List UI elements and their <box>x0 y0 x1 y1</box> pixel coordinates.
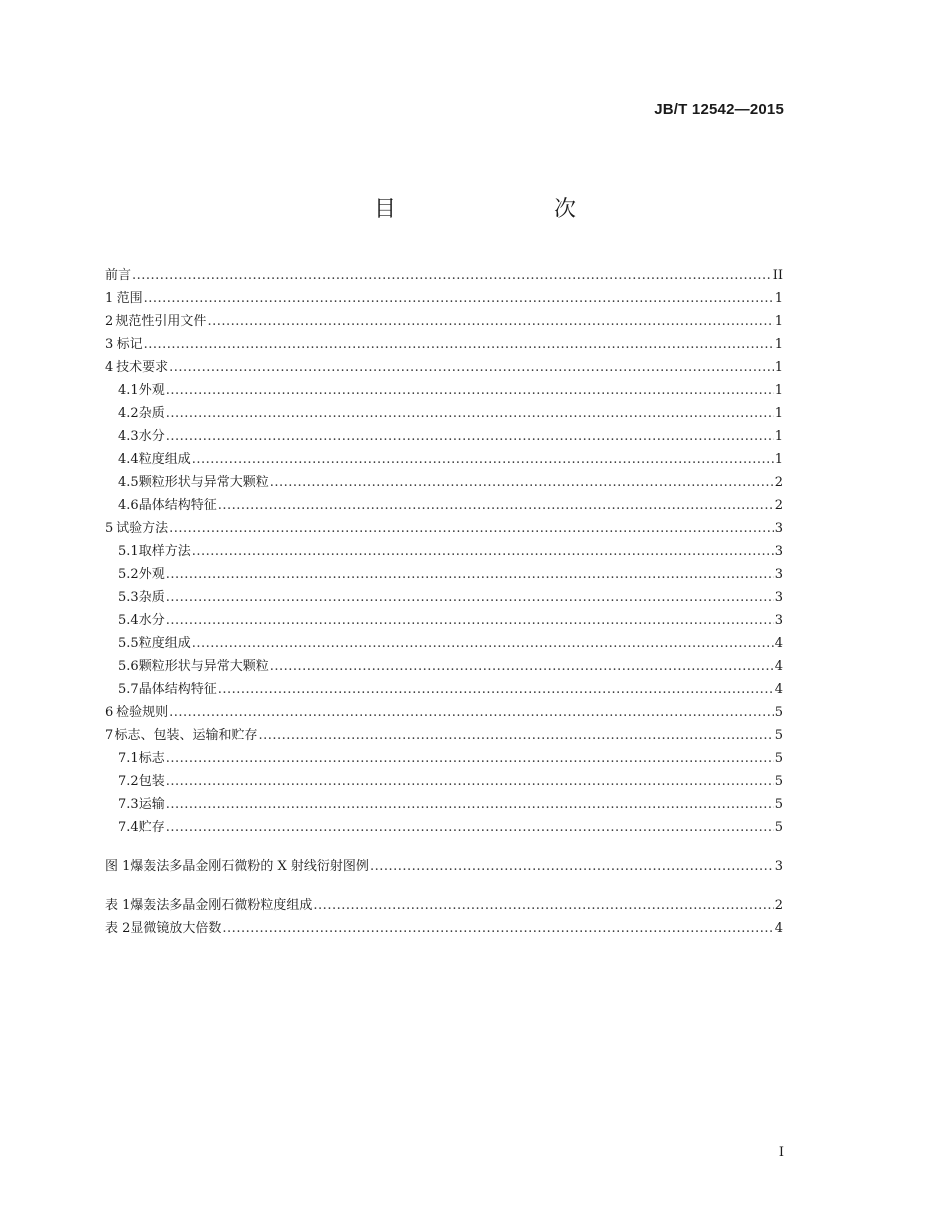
toc-entry-label: 水分 <box>138 429 165 444</box>
toc-entry-label: 包装 <box>138 774 165 789</box>
dot-leader <box>370 855 774 878</box>
toc-entry-label: 标记 <box>116 337 143 352</box>
dot-leader <box>166 816 774 839</box>
dot-leader <box>166 402 774 425</box>
dot-leader <box>166 379 774 402</box>
toc-gap <box>105 878 783 894</box>
table-entry[interactable] <box>105 917 783 940</box>
toc-entry-number: 4.2 <box>118 406 139 421</box>
table-entry-label: 爆轰法多晶金刚石微粉粒度组成 <box>130 898 313 913</box>
toc-entry-page: 1 <box>774 360 783 375</box>
toc-entry-label: 标志 <box>138 751 165 766</box>
table-entry-page: 2 <box>774 898 783 913</box>
toc-entry-number: 6 <box>105 705 114 720</box>
figure-entry[interactable] <box>105 855 783 878</box>
toc-entry-number: 5 <box>105 521 114 536</box>
toc-entry-number: 4 <box>105 360 114 375</box>
dot-leader <box>166 793 774 816</box>
dot-leader <box>259 724 774 747</box>
toc-entry-label: 粒度组成 <box>138 452 191 467</box>
toc-entry-label: 杂质 <box>138 406 165 421</box>
table-entry-number: 表 2 <box>105 921 131 936</box>
toc-entry-number: 5.2 <box>118 567 139 582</box>
dot-leader <box>218 678 774 701</box>
toc-entry-number: 1 <box>105 291 114 306</box>
dot-leader <box>169 517 774 540</box>
toc-entry-page: 1 <box>774 314 783 329</box>
dot-leader <box>166 586 774 609</box>
dot-leader <box>222 917 773 940</box>
toc-entry-page: 1 <box>774 383 783 398</box>
toc-entry-number: 7 <box>105 728 114 743</box>
toc-entry-label: 运输 <box>138 797 165 812</box>
dot-leader <box>166 609 774 632</box>
toc-entry-page: II <box>772 268 783 283</box>
toc-entry-label: 外观 <box>138 567 165 582</box>
dot-leader <box>166 425 774 448</box>
toc-entry-label: 标志、包装、运输和贮存 <box>114 728 258 743</box>
toc-entry[interactable] <box>105 586 783 609</box>
toc-entry-label: 颗粒形状与异常大颗粒 <box>138 475 269 490</box>
toc-entry-number: 7.4 <box>118 820 139 835</box>
toc-entry-page: 3 <box>774 613 783 628</box>
dot-leader <box>144 333 774 356</box>
toc-entry-label: 贮存 <box>138 820 165 835</box>
table-entry-number: 表 1 <box>105 898 131 913</box>
toc-entry-page: 5 <box>774 751 783 766</box>
toc-entry-page: 4 <box>774 636 783 651</box>
toc-entry-page: 2 <box>774 498 783 513</box>
toc-entry-page: 4 <box>774 682 783 697</box>
toc-entry-label: 范围 <box>116 291 143 306</box>
dot-leader <box>313 894 773 917</box>
toc-entry-label: 颗粒形状与异常大颗粒 <box>138 659 269 674</box>
toc-entry-number: 5.4 <box>118 613 139 628</box>
toc-entry[interactable] <box>105 287 783 310</box>
dot-leader <box>169 356 774 379</box>
dot-leader <box>270 655 774 678</box>
toc-entry-label: 杂质 <box>138 590 165 605</box>
dot-leader <box>144 287 774 310</box>
toc-entry-page: 5 <box>774 774 783 789</box>
table-entry[interactable] <box>105 894 783 917</box>
toc-gap <box>105 839 783 855</box>
toc-entry[interactable] <box>105 379 783 402</box>
toc-entry[interactable] <box>105 333 783 356</box>
toc-entry-number: 5.3 <box>118 590 139 605</box>
toc-entry[interactable] <box>105 563 783 586</box>
toc-entry-page: 5 <box>774 705 783 720</box>
dot-leader <box>192 632 774 655</box>
toc-entry-label: 规范性引用文件 <box>115 314 207 329</box>
toc-entry-number: 5.1 <box>118 544 139 559</box>
toc-entry[interactable] <box>105 701 783 724</box>
toc-entry-page: 5 <box>774 797 783 812</box>
toc-entry-label: 技术要求 <box>116 360 169 375</box>
toc-entry-page: 2 <box>774 475 783 490</box>
toc-entry-page: 5 <box>774 728 783 743</box>
toc-entry[interactable] <box>105 425 783 448</box>
table-entry-label: 显微镜放大倍数 <box>130 921 222 936</box>
dot-leader <box>270 471 774 494</box>
toc-entry-page: 3 <box>774 590 783 605</box>
toc-entry[interactable] <box>105 448 783 471</box>
toc-entry-page: 3 <box>774 521 783 536</box>
toc-entry-label: 水分 <box>138 613 165 628</box>
toc-main-list <box>105 264 783 839</box>
toc-entry[interactable] <box>105 517 783 540</box>
toc-entry-number: 5.6 <box>118 659 139 674</box>
toc-entry-number: 2 <box>105 314 114 329</box>
toc-entry-page: 4 <box>774 659 783 674</box>
dot-leader <box>169 701 774 724</box>
toc-entry[interactable] <box>105 471 783 494</box>
document-code: JB/T 12542—2015 <box>654 101 784 118</box>
dot-leader <box>166 747 774 770</box>
toc-entry[interactable] <box>105 540 783 563</box>
toc-entry-page: 1 <box>774 337 783 352</box>
toc-title: 目 次 <box>373 197 614 222</box>
toc-entry-number: 4.3 <box>118 429 139 444</box>
dot-leader <box>166 770 774 793</box>
toc-entry[interactable] <box>105 770 783 793</box>
toc-entry[interactable] <box>105 655 783 678</box>
toc-entry-label: 取样方法 <box>138 544 191 559</box>
toc-entry[interactable] <box>105 678 783 701</box>
toc-entry[interactable] <box>105 310 783 333</box>
toc-entry-number: 7.3 <box>118 797 139 812</box>
toc-entry[interactable] <box>105 747 783 770</box>
toc-entry[interactable] <box>105 816 783 839</box>
toc-entry[interactable] <box>105 402 783 425</box>
toc-entry-number: 5.5 <box>118 636 139 651</box>
toc-entry-page: 1 <box>774 452 783 467</box>
toc-entry-page: 3 <box>774 567 783 582</box>
toc-entry-label: 前言 <box>105 268 132 283</box>
dot-leader <box>192 448 774 471</box>
toc-entry-label: 检验规则 <box>116 705 169 720</box>
toc-entry-number: 4.4 <box>118 452 139 467</box>
dot-leader <box>207 310 773 333</box>
toc-entry-page: 5 <box>774 820 783 835</box>
toc-entry-page: 1 <box>774 406 783 421</box>
toc-entry-page: 3 <box>774 544 783 559</box>
toc-entry-page: 1 <box>774 291 783 306</box>
dot-leader <box>132 264 772 287</box>
toc-entry[interactable] <box>105 632 783 655</box>
toc-entry-label: 外观 <box>138 383 165 398</box>
toc-entry-label: 试验方法 <box>116 521 169 536</box>
toc-entry-number: 7.1 <box>118 751 139 766</box>
toc-entry-number: 3 <box>105 337 114 352</box>
toc-entry-label: 晶体结构特征 <box>138 682 217 697</box>
toc-entry-number: 7.2 <box>118 774 139 789</box>
toc-entry-number: 4.1 <box>118 383 139 398</box>
toc-entry[interactable] <box>105 494 783 517</box>
toc-table-list <box>105 894 783 940</box>
figure-entry-number: 图 1 <box>105 859 131 874</box>
table-entry-page: 4 <box>774 921 783 936</box>
toc-entry-page: 1 <box>774 429 783 444</box>
page-number: I <box>778 1145 784 1160</box>
figure-entry-page: 3 <box>774 859 783 874</box>
toc-entry[interactable] <box>105 793 783 816</box>
toc-figure-list <box>105 855 783 878</box>
figure-entry-label: 爆轰法多晶金刚石微粉的 X 射线衍射图例 <box>130 859 369 874</box>
dot-leader <box>192 540 774 563</box>
toc-entry-number: 4.5 <box>118 475 139 490</box>
toc-entry[interactable] <box>105 356 783 379</box>
toc-entry-label: 晶体结构特征 <box>138 498 217 513</box>
toc-entry[interactable] <box>105 724 783 747</box>
table-of-contents <box>105 264 783 940</box>
toc-entry-label: 粒度组成 <box>138 636 191 651</box>
dot-leader <box>166 563 774 586</box>
toc-entry[interactable] <box>105 609 783 632</box>
toc-entry[interactable] <box>105 264 783 287</box>
dot-leader <box>218 494 774 517</box>
toc-entry-number: 5.7 <box>118 682 139 697</box>
toc-entry-number: 4.6 <box>118 498 139 513</box>
